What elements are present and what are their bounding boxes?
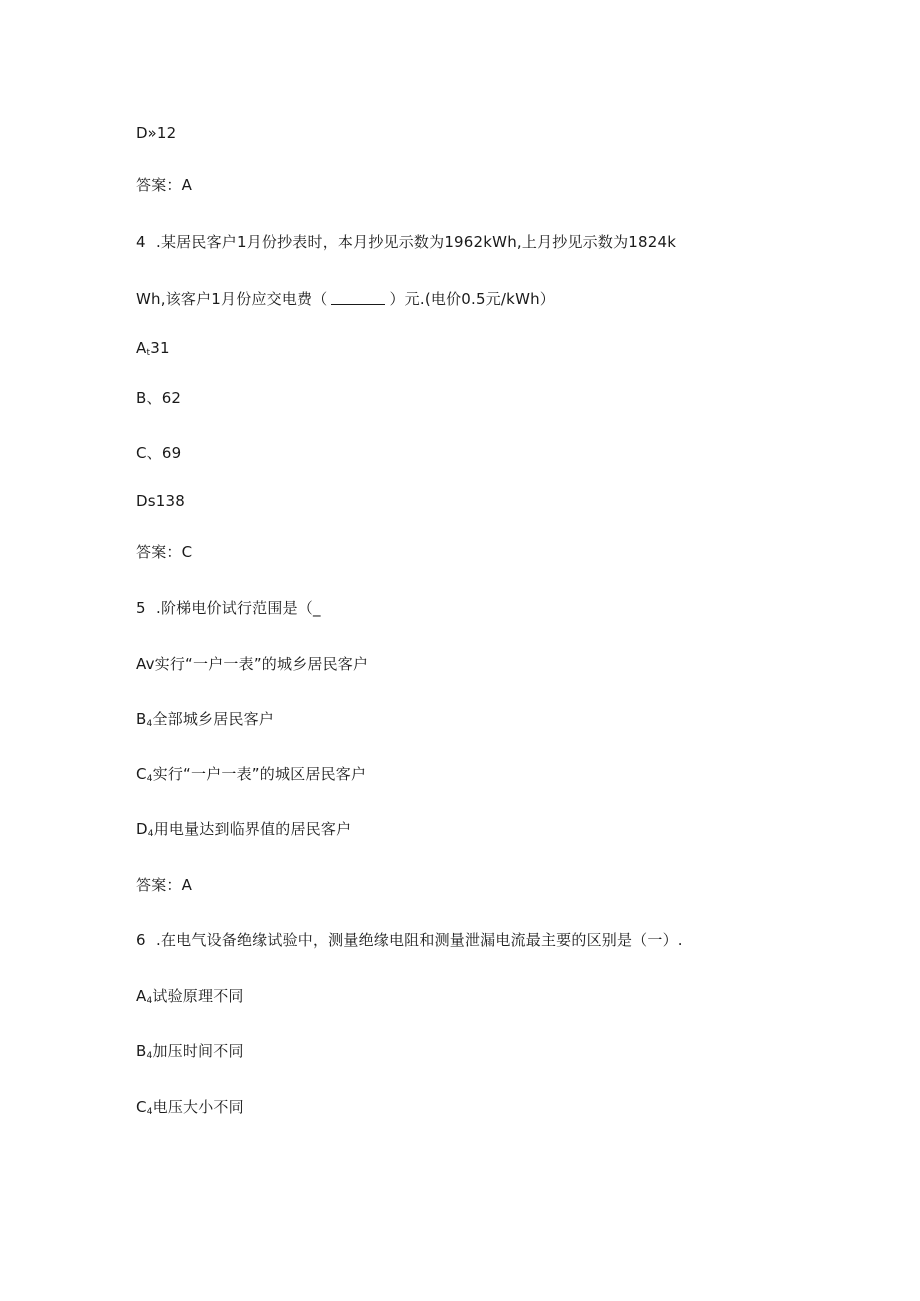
- option-text: D»12: [136, 124, 177, 142]
- option-text: 实行“一户一表”的城区居民客户: [152, 765, 367, 783]
- option-c-q4: [136, 443, 181, 463]
- option-letter: D: [136, 820, 148, 838]
- question-number: 5: [136, 599, 146, 617]
- option-b-q6: [136, 1041, 244, 1066]
- question-number: 6: [136, 931, 146, 949]
- answer-text: 答案：A: [136, 876, 193, 894]
- option-text: 全部城乡居民客户: [152, 710, 275, 728]
- option-separator: 4: [146, 996, 153, 1006]
- option-a-q5: [136, 654, 368, 674]
- option-text: Av实行“一户一表”的城乡居民客户: [136, 655, 369, 673]
- option-a-q6: [136, 986, 244, 1011]
- answer-q4: [136, 542, 192, 562]
- question-4: [136, 232, 676, 252]
- option-c-q5: [136, 764, 366, 789]
- option-letter: B: [136, 1042, 147, 1060]
- option-b-q4: [136, 388, 181, 408]
- option-letter: B: [136, 710, 147, 728]
- option-text: 试验原理不同: [152, 987, 244, 1005]
- option-separator: 4: [147, 829, 154, 839]
- option-letter: A: [136, 339, 147, 357]
- option-b-q5: [136, 709, 274, 734]
- answer-text: 答案：A: [136, 176, 193, 194]
- option-d-q4: [136, 491, 185, 511]
- question-text: .某居民客户1月份抄表时，本月抄见示数为1962kWh,上月抄见示数为1824k: [156, 233, 677, 251]
- question-5: [136, 598, 321, 618]
- question-number: 4: [136, 233, 146, 251]
- option-letter: C: [136, 765, 147, 783]
- option-c-q6: [136, 1097, 244, 1122]
- option-separator: 4: [146, 774, 153, 784]
- question-text: .阶梯电价试行范围是（_: [156, 599, 321, 617]
- option-letter: A: [136, 987, 147, 1005]
- option-text: 加压时间不同: [152, 1042, 244, 1060]
- answer-blank: [331, 290, 385, 305]
- option-d-q5: [136, 819, 351, 844]
- option-letter: C: [136, 1098, 147, 1116]
- option-text: 电压大小不同: [152, 1098, 244, 1116]
- question-text: Wh,该客户1月份应交电费（: [136, 290, 328, 308]
- question-6: [136, 930, 683, 950]
- option-d-q3: [136, 123, 176, 143]
- question-text: ）元.(电价0.5元/kWh）: [389, 290, 556, 308]
- option-text: Ds138: [136, 492, 185, 510]
- answer-q3: [136, 175, 192, 195]
- option-text: C、69: [136, 444, 182, 462]
- answer-text: 答案：C: [136, 543, 193, 561]
- option-separator: 4: [146, 1051, 153, 1061]
- question-4-continuation: [136, 289, 555, 309]
- option-text: B、62: [136, 389, 182, 407]
- option-text: 用电量达到临界值的居民客户: [153, 820, 352, 838]
- question-text: .在电气设备绝缘试验中，测量绝缘电阻和测量泄漏电流最主要的区别是（一）.: [156, 931, 683, 949]
- option-a-q4: [136, 338, 170, 363]
- option-separator: t: [146, 348, 151, 358]
- option-text: 31: [150, 339, 170, 357]
- answer-q5: [136, 875, 192, 895]
- option-separator: 4: [146, 1107, 153, 1117]
- option-separator: 4: [146, 719, 153, 729]
